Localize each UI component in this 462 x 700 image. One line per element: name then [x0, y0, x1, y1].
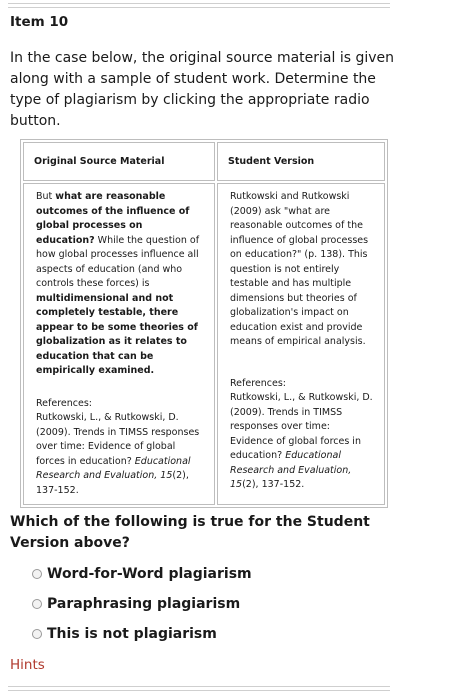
- student-version-cell: [217, 183, 385, 505]
- item-title: Item 10: [10, 14, 69, 30]
- top-divider: [8, 3, 390, 4]
- original-ref-text: Rutkowski, L., & Rutkowski, D. (2009). Trends in TIMSS responses over time: Evidence of global forces in education?: [36, 412, 200, 467]
- instructions-text: In the case below, the original source material is given along with a sample of student work. Determine the type of plagiarism by clicking the appropriate radio button.: [10, 50, 395, 129]
- original-bold-2: multidimensional and not completely testable, there appear to be some theories of globalization as it relates to education that can be empirically examined.: [36, 292, 198, 376]
- student-passage: Rutkowski and Rutkowski (2009) ask "what are reasonable outcomes of the influence of global processes on education?" (p. 138). This question is not entirely testable and has multiple dimensions but theories of globalization's impact on education exist and provide means of empirical analysis.: [230, 191, 369, 347]
- option-not-plagiarism[interactable]: [32, 626, 217, 642]
- original-reference: [36, 411, 204, 498]
- option-label-word-for-word: Word-for-Word plagiarism: [47, 566, 252, 582]
- student-ref-tail: (2), 137-152.: [242, 479, 305, 490]
- option-paraphrasing[interactable]: [32, 596, 240, 612]
- student-references-label: References:: [230, 377, 286, 389]
- original-source-cell: [23, 183, 215, 505]
- question-text: Which of the following is true for the Student Version above?: [10, 514, 370, 551]
- option-label-not-plagiarism: This is not plagiarism: [47, 626, 217, 642]
- original-text-1: But: [36, 191, 56, 202]
- case-table: [20, 139, 388, 508]
- radio-not-plagiarism[interactable]: [32, 629, 42, 639]
- original-ref-journal: Educational Research and Evaluation, 15: [36, 455, 191, 481]
- student-ref-journal: Educational Research and Evaluation, 15: [230, 450, 352, 490]
- option-label-paraphrasing: Paraphrasing plagiarism: [47, 596, 241, 612]
- radio-paraphrasing[interactable]: [32, 599, 42, 609]
- student-ref-text: Rutkowski, L., & Rutkowski, D. (2009). Trends in TIMSS responses over time: Evidence of global forces in education?: [230, 392, 373, 461]
- table-content-row: [23, 183, 385, 505]
- option-word-for-word[interactable]: [32, 566, 252, 582]
- header-original-source: Original Source Material: [23, 142, 215, 181]
- table-header-row: [23, 142, 385, 181]
- radio-word-for-word[interactable]: [32, 569, 42, 579]
- bottom-divider: [8, 686, 390, 687]
- original-references-label: References:: [36, 397, 92, 409]
- hints-link[interactable]: Hints: [10, 657, 45, 673]
- header-student-version: Student Version: [217, 142, 385, 181]
- student-reference: [230, 391, 374, 493]
- original-text-2: While the question of how global processes influence all aspects of education (and who controls these forces) is: [36, 234, 200, 289]
- original-passage: [36, 190, 204, 379]
- original-bold-1: what are reasonable outcomes of the influence of global processes on education?: [36, 191, 190, 246]
- original-ref-tail: (2), 137-152.: [36, 470, 189, 496]
